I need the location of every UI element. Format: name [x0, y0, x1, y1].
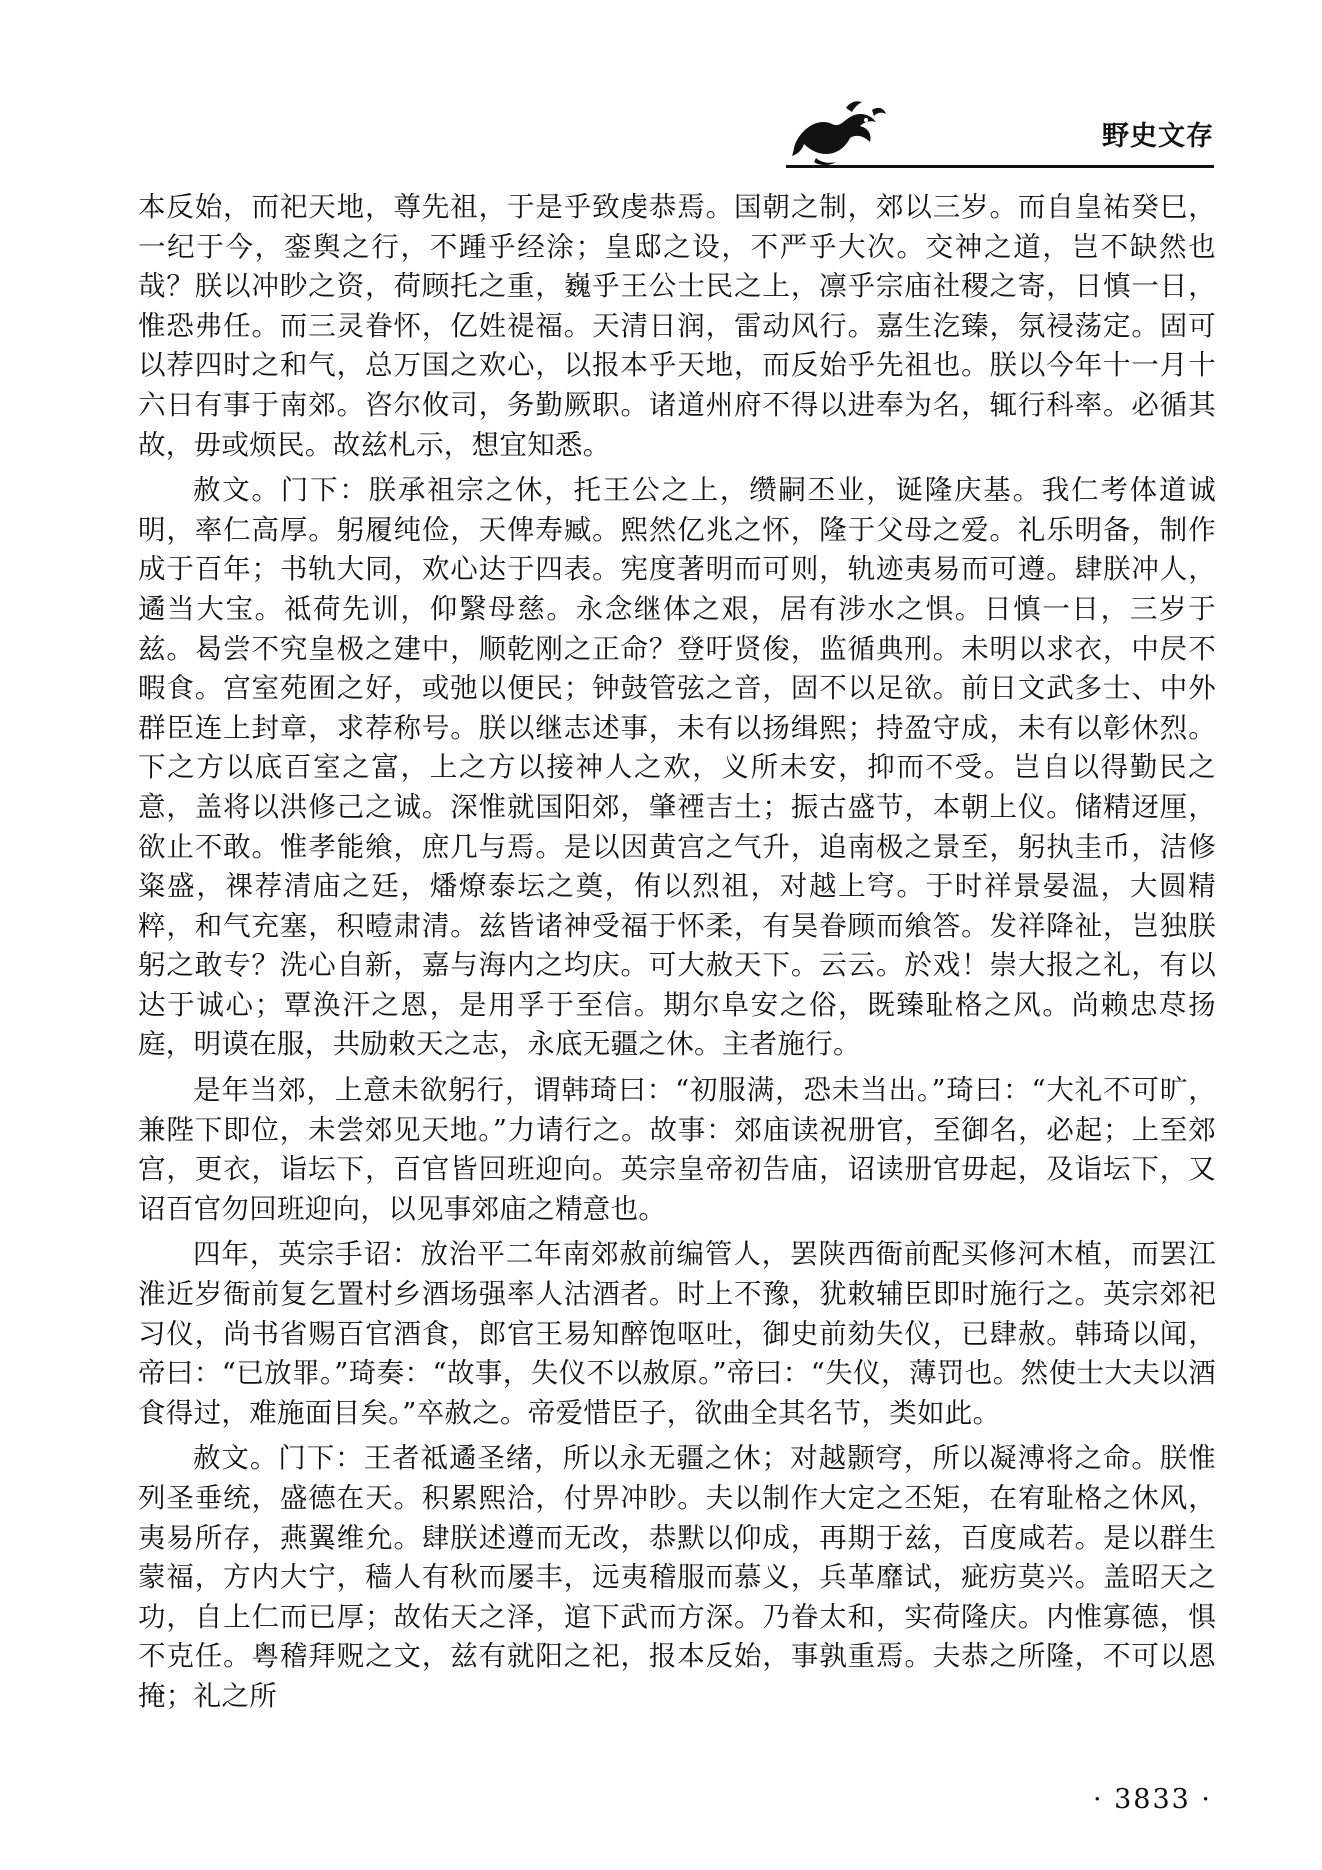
- page-body: [138, 188, 1216, 1717]
- body-paragraph: 是年当郊，上意未欲躬行，谓韩琦曰：“初服满，恐未当出。”琦曰：“大礼不可旷，兼陛下即位，未尝郊见天地。”力请行之。故事：郊庙读祝册官，至御名，必起；上至郊宫，更衣，诣坛下，百官皆回班迎向。英宗皇帝初告庙，诏读册官毋起，及诣坛下，又诏百官勿回班迎向，以见事郊庙之精意也。: [138, 1074, 1216, 1225]
- body-paragraph: 赦文。门下：王者祗遹圣绪，所以永无疆之休；对越颢穹，所以凝溥将之命。朕惟列圣垂统，盛德在天。积累熙洽，付畀冲眇。夫以制作大定之丕矩，在宥耻格之休风，夷易所存，燕翼维允。肆朕述遵而无改，恭默以仰成，再期于兹，百度咸若。是以群生蒙福，方内大宁，穑人有秋而屡丰，远夷稽服而慕义，兵革靡试，疵疠莫兴。盖昭天之功，自上仁而已厚；故佑天之泽，逭下武而方深。乃眷太和，实荷隆庆。内惟寡德，惧不克任。粤稽拜贶之文，兹有就阳之祀，报本反始，事孰重焉。夫恭之所隆，不可以恩掩；礼之所: [138, 1442, 1216, 1712]
- body-paragraph: 赦文。门下：朕承祖宗之休，托王公之上，缵嗣丕业，诞隆庆基。我仁考体道诚明，率仁高厚。躬履纯俭，天俾寿臧。熙然亿兆之怀，隆于父母之爱。礼乐明备，制作成于百年；书轨大同，欢心达于四表。宪度著明而可则，轨迹夷易而可遵。肆朕冲人，遹当大宝。祗荷先训，仰繄母慈。永念继体之艰，居有涉水之惧。日慎一日，三岁于兹。曷尝不究皇极之建中，顺乾刚之正命？登吁贤俊，监循典刑。未明以求衣，中昃不暇食。宫室苑囿之好，或弛以便民；钟鼓管弦之音，固不以足欲。前日文武多士、中外群臣连上封章，求荐称号。朕以继志述事，未有以扬缉熙；持盈守成，未有以彰休烈。下之方以底百室之富，上之方以接神人之欢，义所未安，抑而不受。岂自以得勤民之意，盖将以洪修己之诚。深惟就国阳郊，肇禋吉土；振古盛节，本朝上仪。储精迓厘，欲止不敢。惟孝能飨，庶几与焉。是以因黄宫之气升，追南极之景至，躬执圭币，洁修粢盛，祼荐清庙之廷，燔燎泰坛之奠，侑以烈祖，对越上穹。于时祥景晏温，大圆精粹，和气充塞，积曀肃清。兹皆诸神受福于怀柔，有昊眷顾而飨答。发祥降祉，岂独朕躬之敢专？洗心自新，嘉与海内之均庆。可大赦天下。云云。於戏！崇大报之礼，有以达于诚心；覃涣汗之恩，是用孚于至信。期尔阜安之俗，既臻耻格之风。尚赖忠荩扬庭，明谟在服，共励敕天之志，永底无疆之休。主者施行。: [138, 474, 1216, 1061]
- body-paragraph: 本反始，而祀天地，尊先祖，于是乎致虔恭焉。国朝之制，郊以三岁。而自皇祐癸巳，一纪于今，銮舆之行，不踵乎经涂；皇邸之设，不严乎大次。交神之道，岂不缺然也哉？朕以冲眇之资，荷顾托之重，巍乎王公士民之上，凛乎宗庙社稷之寄，日慎一日，惟恐弗任。而三灵眷怀，亿姓禔福。天清日润，雷动风行。嘉生汔臻，氛祲荡定。固可以荐四时之和气，总万国之欢心，以报本乎天地，而反始乎先祖也。朕以今年十一月十六日有事于南郊。咨尔攸司，务勤厥职。诸道州府不得以进奉为名，辄行科率。必循其故，毋或烦民。故兹札示，想宜知悉。: [138, 191, 1216, 461]
- header-rule: [786, 165, 1214, 168]
- dragon-icon: [786, 96, 890, 168]
- body-paragraph: 四年，英宗手诏：放治平二年南郊赦前编管人，罢陕西衙前配买修河木植，而罢江淮近岁衙前复乞置村乡酒场强率人沽酒者。时上不豫，犹敕辅臣即时施行之。英宗郊祀习仪，尚书省赐百官酒食，郎官王易知醉饱呕吐，御史前劾失仪，已肆赦。韩琦以闻，帝曰：“已放罪。”琦奏：“故事，失仪不以赦原。”帝曰：“失仪，薄罚也。然使士大夫以酒食得过，难施面目矣。”卒赦之。帝爱惜臣子，欲曲全其名节，类如此。: [138, 1238, 1216, 1429]
- page-number: · 3833 ·: [1092, 1784, 1212, 1815]
- running-header: [786, 96, 1214, 168]
- running-header-title: 野史文存: [1102, 121, 1214, 152]
